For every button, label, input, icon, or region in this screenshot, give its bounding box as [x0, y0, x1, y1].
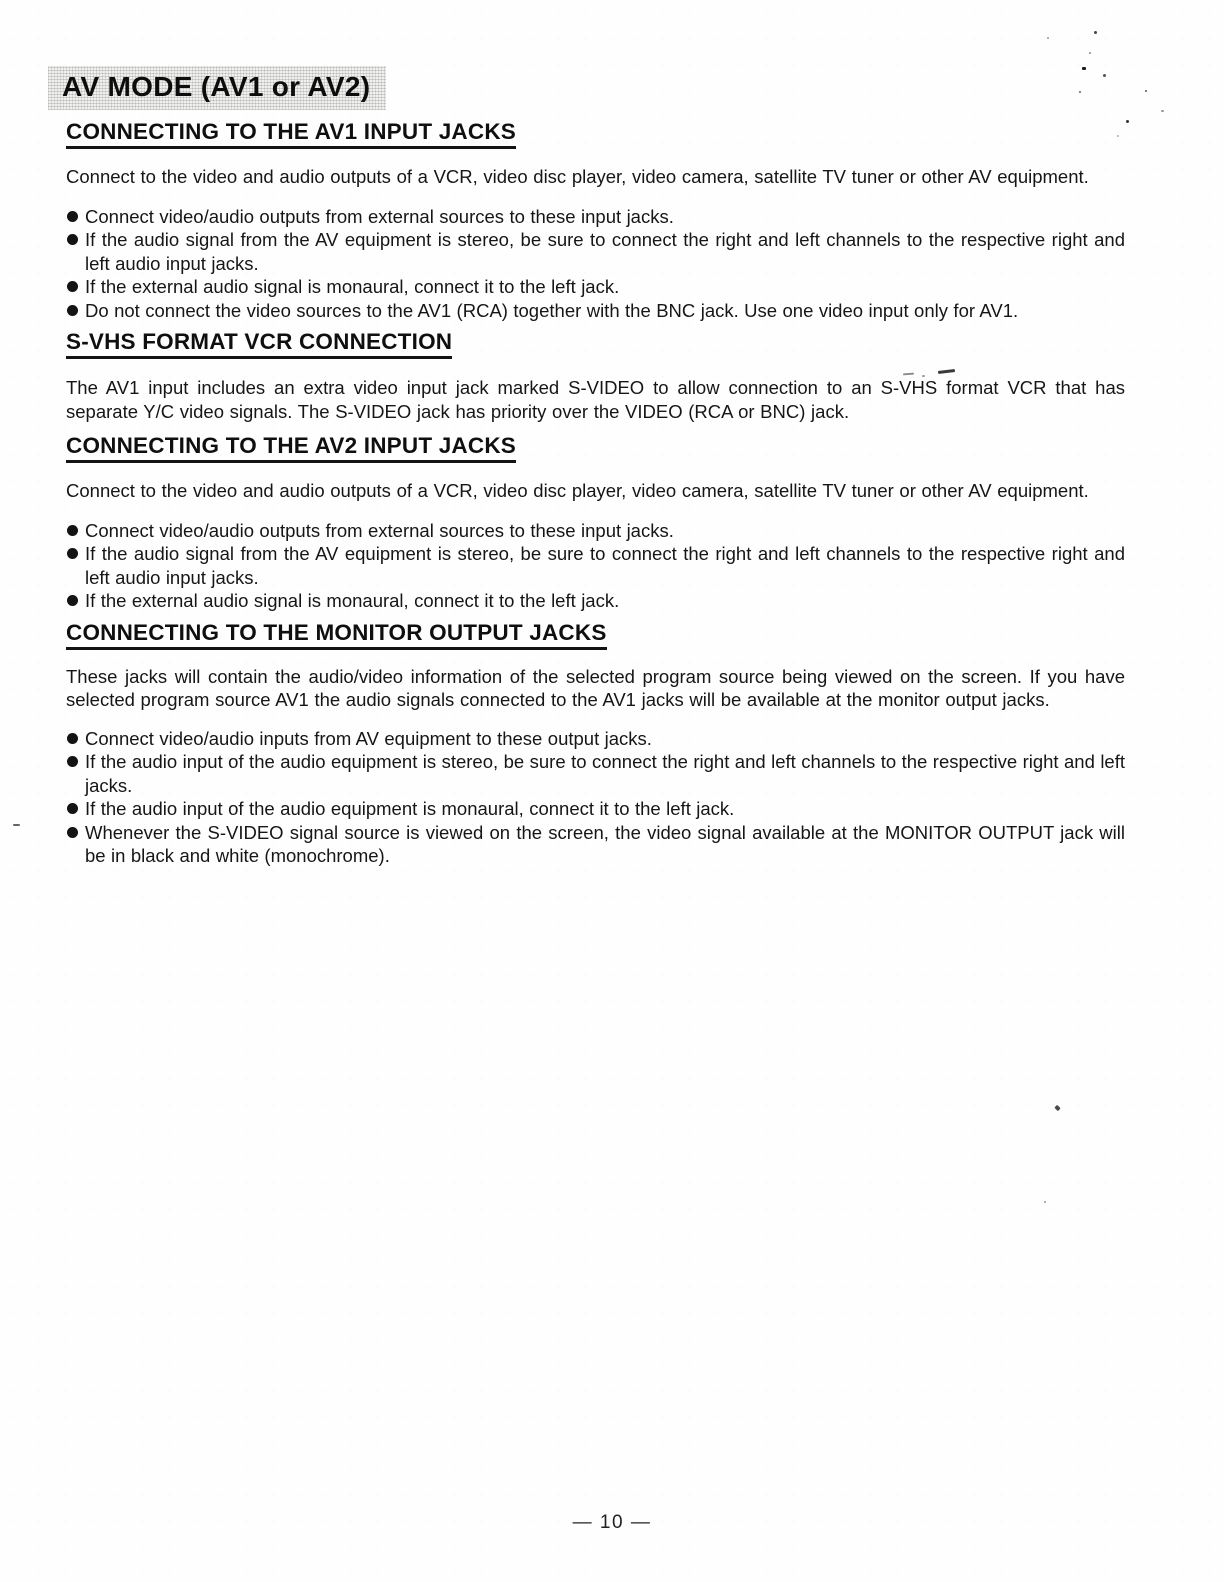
list-item	[66, 542, 1125, 589]
scan-speck	[922, 375, 925, 377]
bullet-list-av2	[66, 519, 1125, 613]
list-item-text: Whenever the S-VIDEO signal source is viewed on the screen, the video signal available at the MONITOR OUTPUT jack will be in black and white (monochrome).	[85, 821, 1125, 866]
bullet-icon	[67, 827, 78, 838]
section-monitor-output-jacks	[66, 613, 1125, 868]
list-item	[66, 589, 1125, 613]
scan-speck	[1161, 110, 1164, 112]
list-item-text: If the audio signal from the AV equipment is stereo, be sure to connect the right and left channels to the respective right and left audio input jacks.	[85, 543, 1125, 588]
scan-speck	[1126, 120, 1129, 123]
list-item	[66, 821, 1125, 868]
section-heading-av1: CONNECTING TO THE AV1 INPUT JACKS	[66, 120, 516, 149]
banner-row	[48, 66, 1125, 110]
section-av1-input-jacks	[66, 110, 1125, 322]
list-item-text: If the audio signal from the AV equipment is stereo, be sure to connect the right and left channels to the respective right and left audio input jacks.	[85, 229, 1125, 274]
scan-speck	[1082, 67, 1086, 70]
list-item-text: If the external audio signal is monaural, connect it to the left jack.	[85, 276, 620, 297]
bullet-icon	[67, 548, 78, 559]
scan-speck	[1044, 1201, 1046, 1203]
bullet-icon	[67, 595, 78, 606]
scan-speck	[1047, 37, 1049, 39]
list-item-text: Connect video/audio inputs from AV equipment to these output jacks.	[85, 727, 652, 749]
list-item	[66, 205, 1125, 229]
list-item	[66, 275, 1125, 299]
page-content	[62, 0, 1125, 868]
bullet-icon	[67, 281, 78, 292]
list-item	[66, 519, 1125, 543]
scan-speck	[1054, 1105, 1060, 1111]
list-item-text: If the external audio signal is monaural, connect it to the left jack.	[85, 590, 620, 611]
scan-speck	[1089, 52, 1091, 54]
list-item-text: Connect video/audio outputs from external sources to these input jacks.	[85, 205, 674, 227]
section-av2-input-jacks	[66, 423, 1125, 613]
av-mode-banner	[48, 66, 386, 110]
bullet-icon	[67, 756, 78, 767]
bullet-icon	[67, 211, 78, 222]
list-item	[66, 750, 1125, 797]
bullet-icon	[67, 525, 78, 536]
section-heading-svhs: S-VHS FORMAT VCR CONNECTION	[66, 330, 452, 359]
bullet-list-monitor	[66, 727, 1125, 868]
bullet-icon	[67, 733, 78, 744]
section-heading-monitor: CONNECTING TO THE MONITOR OUTPUT JACKS	[66, 621, 607, 650]
scan-speck	[1117, 135, 1119, 137]
section-heading-av2: CONNECTING TO THE AV2 INPUT JACKS	[66, 434, 516, 463]
bullet-icon	[67, 234, 78, 245]
section-svhs-vcr-connection	[66, 322, 1125, 423]
scan-speck	[13, 824, 20, 826]
list-item	[66, 797, 1125, 821]
paragraph-svhs: The AV1 input includes an extra video input jack marked S-VIDEO to allow connection to an S-VHS format VCR that has separate Y/C video signals. The S-VIDEO jack has priority over the VIDEO (RCA or BNC) jack.	[66, 377, 1125, 422]
list-item-text: If the audio input of the audio equipment is monaural, connect it to the left jack.	[85, 798, 735, 819]
list-item-text: If the audio input of the audio equipment is stereo, be sure to connect the right and left channels to the respective right and left jacks.	[85, 751, 1125, 796]
list-item-text: Connect video/audio outputs from external sources to these input jacks.	[85, 519, 674, 541]
bullet-icon	[67, 305, 78, 316]
scan-speck	[1079, 91, 1081, 93]
page-number: — 10 —	[572, 1512, 652, 1533]
paragraph-av2-intro: Connect to the video and audio outputs of a VCR, video disc player, video camera, satellite TV tuner or other AV equipment.	[66, 480, 1089, 501]
paragraph-av1-intro: Connect to the video and audio outputs of a VCR, video disc player, video camera, satellite TV tuner or other AV equipment.	[66, 166, 1089, 187]
list-item	[66, 228, 1125, 275]
list-item	[66, 727, 1125, 751]
paragraph-monitor-intro: These jacks will contain the audio/video information of the selected program source being viewed on the screen. If you have selected program source AV1 the audio signals connected to the AV1 jacks will be available at the monitor output jacks.	[66, 665, 1125, 710]
scan-speck	[1145, 90, 1147, 92]
scan-speck	[1103, 74, 1106, 77]
scan-speck	[1094, 31, 1097, 34]
bullet-icon	[67, 803, 78, 814]
banner-title: AV MODE (AV1 or AV2)	[62, 71, 371, 102]
list-item-text: Do not connect the video sources to the AV1 (RCA) together with the BNC jack. Use one video input only for AV1.	[85, 299, 1019, 321]
list-item	[66, 299, 1125, 323]
bullet-list-av1	[66, 205, 1125, 323]
